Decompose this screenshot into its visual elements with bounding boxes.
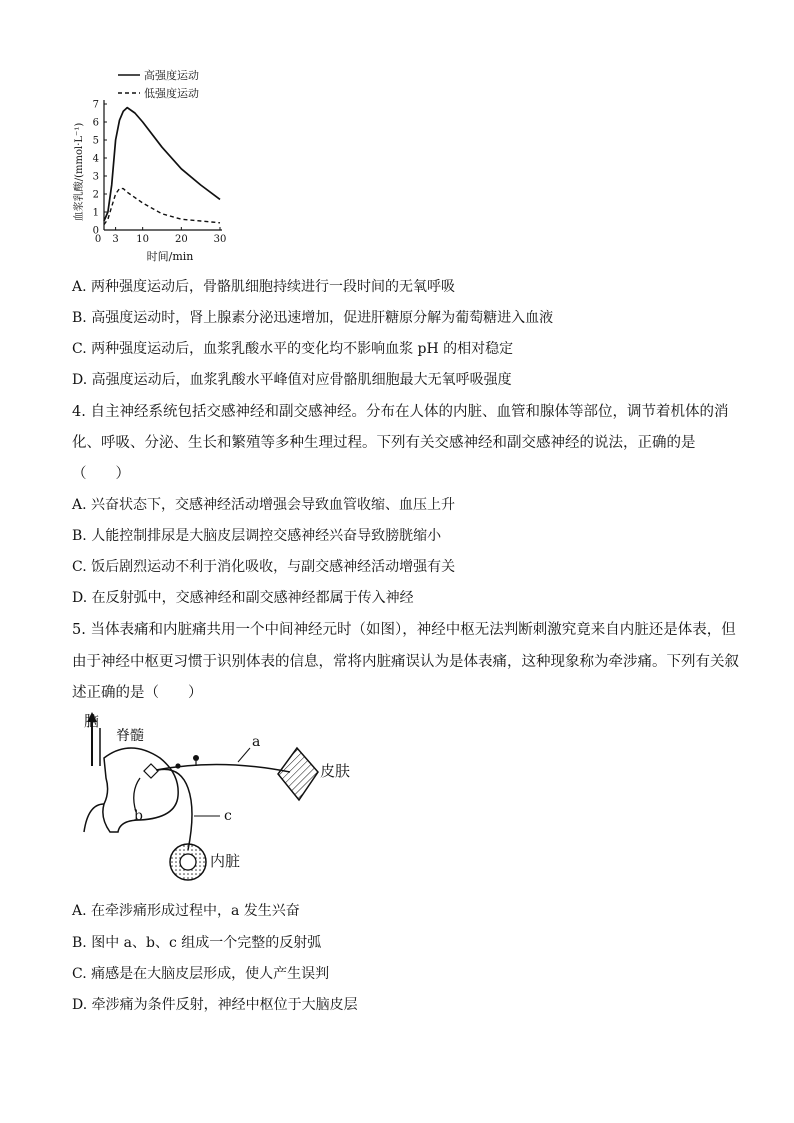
q5-option-a: A. 在牵涉痛形成过程中，a 发生兴奋: [72, 903, 300, 919]
q3-option-d: D. 高强度运动后，血浆乳酸水平峰值对应骨骼肌细胞最大无氧呼吸强度: [72, 372, 512, 388]
interneuron-synapse: [144, 764, 158, 778]
q4-option-c: C. 饭后剧烈运动不利于消化吸收，与副交感神经活动增强有关: [72, 559, 456, 575]
label-c: c: [224, 808, 232, 824]
x-tick-label: 3: [112, 234, 119, 245]
ganglion-a-icon: [193, 755, 199, 761]
label-b: b: [134, 808, 143, 824]
q5-stem-line3: 述正确的是（ ）: [72, 685, 203, 701]
q5-option-d: D. 牵涉痛为条件反射，神经中枢位于大脑皮层: [72, 997, 358, 1013]
chart-series: [104, 108, 220, 225]
y-tick-label: 1: [92, 207, 99, 219]
spinal-cord-label: 脊髓: [116, 728, 144, 744]
x-tick-label: 30: [213, 234, 227, 245]
brain-label: 脑: [84, 712, 100, 730]
q4-option-d: D. 在反射弧中，交感神经和副交感神经都属于传入神经: [72, 590, 414, 606]
viscera-lumen: [180, 854, 196, 870]
q3-option-b: B. 高强度运动时，肾上腺素分泌迅速增加，促进肝糖原分解为葡萄糖进入血液: [72, 310, 554, 326]
q3-option-c: C. 两种强度运动后，血浆乳酸水平的变化均不影响血浆 pH 的相对稳定: [72, 341, 514, 357]
y-tick-label: 3: [92, 171, 99, 183]
y-tick-label: 5: [92, 135, 99, 147]
label-a-pointer: [238, 748, 250, 762]
q3-option-a: A. 两种强度运动后，骨骼肌细胞持续进行一段时间的无氧呼吸: [72, 279, 456, 295]
x-tick-label: 20: [174, 234, 188, 245]
series-line-0: [104, 108, 220, 221]
lactate-chart: [60, 62, 240, 267]
spinal-cord-lower-outline: [84, 804, 104, 832]
series-line-1: [104, 189, 220, 225]
legend-low: 低强度运动: [144, 87, 199, 100]
skin-label: 皮肤: [320, 762, 351, 780]
q4-stem-line1: 4. 自主神经系统包括交感神经和副交感神经。分布在人体的内脏、血管和腺体等部位，调节着机体的消: [72, 404, 729, 420]
y-tick-label: 0: [92, 225, 99, 237]
chart-legend: [118, 68, 199, 100]
ganglion-c-icon: [175, 763, 180, 768]
y-tick-label: 6: [92, 117, 99, 129]
q4-option-b: B. 人能控制排尿是大脑皮层调控交感神经兴奋导致膀胱缩小: [72, 528, 442, 544]
nerve-b: [134, 778, 140, 812]
label-a: a: [252, 734, 261, 750]
q4-stem-line3: （ ）: [72, 466, 130, 482]
q5-stem-line2: 由于神经中枢更习惯于识别体表的信息，常将内脏痛误认为是体表痛，这种现象称为牵涉痛。下列有关叙: [72, 654, 739, 670]
y-axis-label: 血浆乳酸/(mmol·L⁻¹): [74, 122, 85, 222]
y-tick-label: 2: [92, 189, 99, 201]
nerve-c: [158, 769, 192, 850]
referred-pain-diagram: [70, 708, 370, 888]
x-axis-label: 时间/min: [146, 250, 194, 263]
x-tick-label: 10: [136, 234, 150, 245]
q4-option-a: A. 兴奋状态下，交感神经活动增强会导致血管收缩、血压上升: [72, 497, 456, 513]
q4-stem-line2: 化、呼吸、分泌、生长和繁殖等多种生理过程。下列有关交感神经和副交感神经的说法，正确的是: [72, 435, 696, 451]
y-tick-label: 4: [92, 153, 99, 165]
skin-receptor: [278, 748, 318, 800]
viscera-label: 内脏: [210, 852, 241, 870]
q5-option-c: C. 痛感是在大脑皮层形成，使人产生误判: [72, 966, 330, 982]
chart-axes: [104, 100, 222, 230]
x-tick-label: 0: [94, 234, 102, 245]
y-tick-label: 7: [92, 99, 99, 111]
q5-stem-line1: 5. 当体表痛和内脏痛共用一个中间神经元时（如图），神经中枢无法判断刺激究竟来自内脏还是体表，但: [72, 622, 736, 638]
q5-option-b: B. 图中 a、b、c 组成一个完整的反射弧: [72, 935, 322, 951]
legend-high: 高强度运动: [144, 69, 199, 82]
